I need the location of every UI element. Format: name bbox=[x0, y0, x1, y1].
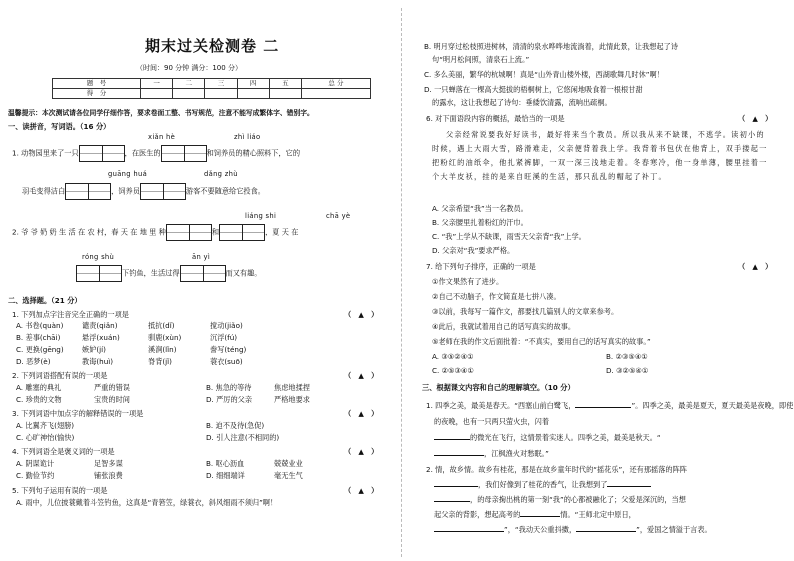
fill-text: 起父亲的背影，想起高考的 bbox=[434, 510, 521, 519]
option: 誊写(téng) bbox=[210, 345, 247, 354]
option: 驯鹿(xùn) bbox=[148, 333, 182, 342]
section-1-heading: 一、读拼音，写词语。（16 分） bbox=[8, 122, 111, 131]
option[interactable]: D. 细细端详 bbox=[206, 471, 245, 480]
fill-text: 2. 情，故乡情。故乡有桂花，那是在故乡童年时代的“摇花乐”，还有那摇落的阵阵 bbox=[426, 465, 687, 474]
option: 严重的错误 bbox=[94, 383, 130, 392]
answer-marker[interactable]: （ ▲ ） bbox=[344, 486, 379, 495]
sentence: ②自己不动脑子，作文简直是七拼八凑。 bbox=[432, 292, 561, 301]
fill-q2 bbox=[426, 462, 712, 537]
option: 抵抗(dǐ) bbox=[148, 321, 175, 330]
q2-text: ，夏 天 在 bbox=[265, 227, 299, 237]
score-row-label: 得 分 bbox=[53, 88, 141, 98]
option[interactable]: C. 更换(gēng) bbox=[16, 345, 64, 354]
fill-blank[interactable] bbox=[434, 448, 484, 456]
option: 搅动(jiǎo) bbox=[210, 321, 243, 330]
option[interactable]: D. 恶梦(è) bbox=[16, 357, 51, 366]
option[interactable]: D. 一只蝉落在一棵高大挺拔的梧桐树上，它悠闲地吸食着一根根甘甜 bbox=[424, 85, 643, 94]
option[interactable]: B. 焦急的等待 bbox=[206, 383, 252, 392]
fill-text: 情。“王师北定中原日， bbox=[560, 510, 636, 519]
fill-text: 的微光在飞行，这情景着实迷人。四季之美，最美是秋天。“ bbox=[470, 433, 661, 442]
answer-marker[interactable]: （ ▲ ） bbox=[344, 447, 379, 456]
exam-meta: （时间：90 分钟 满分：100 分） bbox=[136, 64, 242, 72]
option: 悬浮(xuán) bbox=[82, 333, 120, 342]
answer-marker[interactable]: （ ▲ ） bbox=[344, 310, 379, 319]
writing-grid[interactable] bbox=[79, 145, 125, 162]
option: 毫无生气 bbox=[274, 471, 303, 480]
fill-blank[interactable] bbox=[434, 524, 504, 532]
sentence: ①作文果然有了进步。 bbox=[432, 277, 504, 286]
option[interactable]: B. 呕心沥血 bbox=[206, 459, 245, 468]
sentence: ⑤老师在我的作文后面批着：“不真实，要用自己的话写真实的故事。” bbox=[432, 337, 651, 346]
q2-text: 和 bbox=[211, 227, 220, 237]
option: 铺张浪费 bbox=[94, 471, 123, 480]
score-header: 总 分 bbox=[301, 79, 370, 89]
writing-grid[interactable] bbox=[166, 224, 212, 241]
score-cell[interactable] bbox=[205, 88, 237, 98]
tip-text: 温馨提示：本次测试请各位同学仔细作答，要求卷面工整、书写规范，注意不能写成繁体字、错别字。 bbox=[8, 109, 314, 117]
fill-text: ，江枫渔火对愁眠。” bbox=[484, 449, 549, 458]
option[interactable]: D. ③②⑤④① bbox=[606, 366, 649, 375]
q1-line1 bbox=[12, 145, 300, 162]
fill-blank[interactable] bbox=[520, 509, 560, 517]
question-stem: 4. 下列词语全是褒义词的一项是 bbox=[12, 447, 115, 456]
q1-text: ，饲养员 bbox=[111, 186, 140, 196]
question-stem: 5. 下列句子运用有误的一项是 bbox=[12, 486, 108, 495]
pinyin: róng shù bbox=[82, 253, 115, 261]
option: 蓑衣(suō) bbox=[210, 357, 243, 366]
reading-passage: 父亲经常说要我好好读书，最好将来当个教员。所以我从来不缺课，不逃学。读初小的时候，遇上大雨大雪，路滑难走，父亲便背着我上学。我背着书包伏在他背上，双手搂起一把粉红的油纸伞，他扎紧裤脚，一双一深三浅地走着。冬春寒冷，他一身单薄，腰里挂着一个大羊皮袄，挂的是来自旺溪的生活，那只乱乱的帽起了补丁。 bbox=[432, 130, 768, 181]
fill-text: ，的母亲掬出桃的第一刻“我”的心都被融化了；父爱是深沉的，当想 bbox=[470, 495, 686, 504]
pinyin: xiǎn hè bbox=[148, 133, 176, 141]
writing-grid[interactable] bbox=[140, 183, 186, 200]
q2-text: 下钓鱼，生活过得 bbox=[122, 268, 180, 278]
score-header: 一 bbox=[141, 79, 173, 89]
fill-blank[interactable] bbox=[576, 524, 636, 532]
fill-text: ，我们好像到了桂花的香气，让我想到了 bbox=[478, 480, 608, 489]
writing-grid[interactable] bbox=[219, 224, 265, 241]
q1-text: ，在医生的 bbox=[124, 148, 161, 158]
option[interactable]: D. 严厉的父亲 bbox=[206, 395, 253, 404]
option[interactable]: C. 勤俭节约 bbox=[16, 471, 55, 480]
fill-blank[interactable] bbox=[575, 400, 631, 408]
score-header: 五 bbox=[269, 79, 301, 89]
fill-text: ”，爱国之情溢于言表。 bbox=[636, 525, 712, 534]
score-header: 四 bbox=[237, 79, 269, 89]
q1-text: 游客不要随意给它投食。 bbox=[185, 186, 265, 196]
option: 嫉妒(jí) bbox=[82, 345, 106, 354]
option[interactable]: B. 迫不及待(急促) bbox=[206, 421, 265, 430]
option[interactable]: A. 雕塞的典礼 bbox=[16, 383, 62, 392]
option: 脊背(jǐ) bbox=[148, 357, 172, 366]
option[interactable]: B. 父亲腰里扎着粉红的汗巾。 bbox=[432, 218, 528, 227]
question-stem: 2. 下列词语搭配有误的一项是 bbox=[12, 371, 108, 380]
question-stem: 3. 下列词语中加点字的解释错误的一项是 bbox=[12, 409, 144, 418]
pinyin: guāng huá bbox=[108, 170, 148, 178]
q2-text: 2. 爷 爷 奶 奶 生 活 在 农 村，春 天 在 地 里 种 bbox=[12, 227, 166, 237]
option[interactable]: A. 书卷(quàn) bbox=[16, 321, 64, 330]
option[interactable]: B. 明月穿过松枝照进树林，清清的泉水哗哗地流淌着，此情此景，让我想起了诗 bbox=[424, 42, 678, 51]
option: 溪涧(lǐn) bbox=[148, 345, 177, 354]
option[interactable]: B. ②③⑤④① bbox=[606, 352, 648, 361]
option[interactable]: C. 心旷神怡(愉快) bbox=[16, 433, 75, 442]
question-stem: 7. 给下列句子排序，正确的一项是 bbox=[426, 262, 536, 271]
option-cont: 的露水，这让我想起了诗句：垂緌饮清露，流响出疏桐。 bbox=[432, 98, 612, 107]
fill-text: ”。四季之美，最美是夏天，夏天最美是夜晚，即使 bbox=[631, 401, 794, 410]
answer-marker[interactable]: （ ▲ ） bbox=[738, 262, 773, 271]
score-cell[interactable] bbox=[301, 88, 370, 98]
writing-grid[interactable] bbox=[76, 265, 122, 282]
fill-blank[interactable] bbox=[434, 479, 478, 487]
option[interactable]: D. 引人注意(不相同的) bbox=[206, 433, 280, 442]
fill-blank[interactable] bbox=[434, 494, 470, 502]
fill-q1 bbox=[426, 398, 793, 462]
fill-blank[interactable] bbox=[607, 479, 651, 487]
fill-blank[interactable] bbox=[434, 432, 470, 440]
pinyin: chā yè bbox=[326, 212, 351, 220]
option: 沉浮(fú) bbox=[210, 333, 238, 342]
pinyin: ān yì bbox=[192, 253, 211, 261]
sentence: ③以前，我每写一篇作文，都要找几篇别人的文章来参考。 bbox=[432, 307, 619, 316]
sentence: ④此后，我就试着用自己的话写真实的故事。 bbox=[432, 322, 576, 331]
option[interactable]: A. ③⑤②④① bbox=[432, 352, 474, 361]
score-header: 题 号 bbox=[53, 79, 141, 89]
option: 足智多谋 bbox=[94, 459, 123, 468]
question-stem: 6. 对下面语段内容的概括，最恰当的一项是 bbox=[426, 114, 565, 123]
page-title: 期末过关检测卷 二 bbox=[145, 37, 280, 55]
option: 兢兢业业 bbox=[274, 459, 303, 468]
q1-text: 和饲养员的精心照料下，它的 bbox=[206, 148, 301, 158]
q1-text: 1. 动物园里来了一只 bbox=[12, 148, 79, 158]
q2-line1 bbox=[12, 224, 298, 241]
column-divider bbox=[401, 8, 402, 557]
score-table bbox=[52, 78, 371, 99]
option[interactable]: B. 差事(chāi) bbox=[16, 333, 61, 342]
fill-text: 的夜晚，也有一只两只萤火虫，闪着 bbox=[434, 417, 550, 426]
q1-line2 bbox=[22, 183, 265, 200]
option[interactable]: A. 父亲希望“我”当一名教员。 bbox=[432, 204, 528, 213]
answer-marker[interactable]: （ ▲ ） bbox=[344, 371, 379, 380]
score-cell[interactable] bbox=[173, 88, 205, 98]
score-cell[interactable] bbox=[237, 88, 269, 98]
option[interactable]: C. ②⑤③④① bbox=[432, 366, 474, 375]
option: 严格地要求 bbox=[274, 395, 310, 404]
option: 宝贵的时间 bbox=[94, 395, 130, 404]
option[interactable]: A. 比翼齐飞(翅膀) bbox=[16, 421, 75, 430]
answer-marker[interactable]: （ ▲ ） bbox=[344, 409, 379, 418]
pinyin: liáng shi bbox=[245, 212, 277, 220]
score-header: 二 bbox=[173, 79, 205, 89]
pinyin: zhì liáo bbox=[234, 133, 261, 141]
question-stem: 1. 下列加点字注音完全正确的一项是 bbox=[12, 310, 129, 319]
writing-grid[interactable] bbox=[161, 145, 207, 162]
option[interactable]: D. 父亲对“我”要求严格。 bbox=[432, 246, 515, 255]
section-3-heading: 三、根据课文内容和自己的理解填空。（10 分） bbox=[422, 383, 575, 392]
option-cont: 句“明月松间照，清泉石上流。” bbox=[432, 55, 530, 64]
section-2-heading: 二、选择题。（21 分） bbox=[8, 296, 82, 305]
fill-text: 1. 四季之美，最美是春天。“西塞山前白鹭飞， bbox=[426, 401, 576, 410]
option[interactable]: A. 阴谋诡计 bbox=[16, 459, 55, 468]
writing-grid[interactable] bbox=[65, 183, 111, 200]
score-header: 三 bbox=[205, 79, 237, 89]
q1-text: 羽毛变得洁白 bbox=[22, 186, 66, 196]
writing-grid[interactable] bbox=[180, 265, 226, 282]
q2-line2 bbox=[76, 265, 261, 282]
score-cell[interactable] bbox=[269, 88, 301, 98]
pinyin: dǎng zhù bbox=[204, 170, 238, 178]
option[interactable]: C. 珍贵的文物 bbox=[16, 395, 62, 404]
score-cell[interactable] bbox=[141, 88, 173, 98]
option[interactable]: A. 雨中，儿位披蓑戴着斗笠钓鱼，这真是“青箬笠，绿蓑衣，斜风细雨不须归”啊！ bbox=[16, 498, 278, 507]
option: 教诲(huì) bbox=[82, 357, 114, 366]
option: 焦虑地揉捏 bbox=[274, 383, 310, 392]
option: 谴责(qiǎn) bbox=[82, 321, 118, 330]
q2-text: 而又有趣。 bbox=[225, 268, 262, 278]
option[interactable]: C. 多么美丽，繁华的杭城啊！真是“山外青山楼外楼，西湖歌舞几时休”啊！ bbox=[424, 70, 664, 79]
fill-text: ”，“我动天公重抖擞， bbox=[504, 525, 577, 534]
answer-marker[interactable]: （ ▲ ） bbox=[738, 114, 773, 123]
option[interactable]: C. “我”上学从不缺课，雨雪天父亲背“我”上学。 bbox=[432, 232, 586, 241]
